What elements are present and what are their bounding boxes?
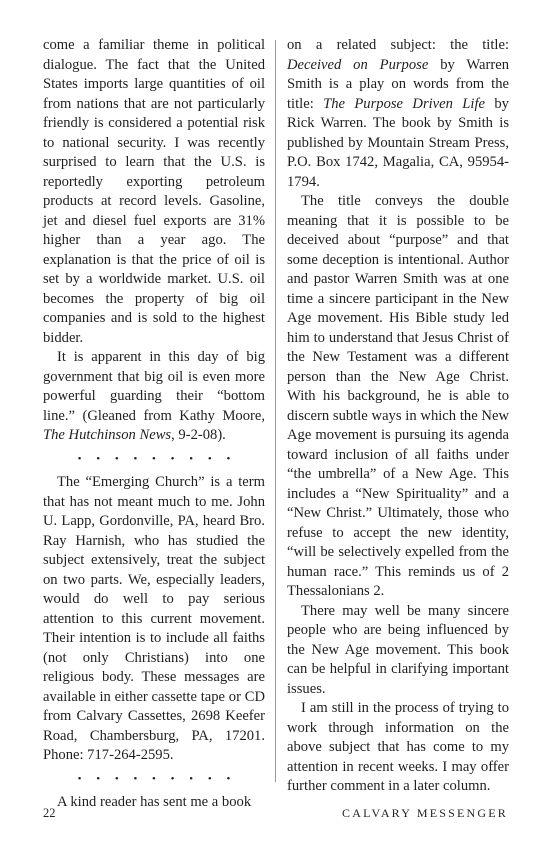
page-number: 22 (43, 806, 56, 820)
paragraph-text: by Warren Smith is a play on words from the title: (287, 56, 509, 112)
book-title: The Purpose Driven Life (323, 95, 486, 112)
paragraph: The title conveys the double meaning that it is possible to be deceived about “purpose” and that some deception is intentional. Author and pastor Warren Smith was at one time a sincere participant in the New Age movement. His Bible study led him to understand that Jesus Christ of the New Testament was a different person than the New Age Christ. With his background, he is able to discern subtle ways in which the New Age movement is pursuing its agenda toward inclusion of all faiths under “the umbrella” of a New Age. This includes a “New Spirituality” and a “New Christ.” Ultimately, those who refuse to accept the new identity, “will be selectively expelled from the human race.” This reminds us of 2 Thessalonians 2. (287, 193, 509, 599)
paragraph (287, 36, 509, 192)
paragraph: The “Emerging Church” is a term that has not meant much to me. John U. Lapp, Gordonville, PA, heard Bro. Ray Harnish, who has studied the subject extensively, treat the subject on two parts. We, especially leaders, would do well to pay serious attention to this current movement. Their intention is to include all faiths (not only Christians) into one religious body. These messages are available in either cassette tape or CD from Calvary Cassettes, 2698 Keefer Road, Chambersburg, PA, 17201. Phone: 717-264-2595. (43, 474, 265, 763)
right-column (287, 36, 509, 797)
paragraph-text: It is apparent in this day of big government that big oil is even more powerful guarding their “bottom line.” (Gleaned from Kathy Moore, (43, 349, 265, 424)
paragraph: A kind reader has sent me a book (57, 794, 252, 810)
magazine-name: CALVARY MESSENGER (342, 806, 508, 820)
paragraph-text: on a related subject: the title: (287, 37, 509, 53)
book-title: Deceived on Purpose (287, 56, 429, 73)
column-divider (275, 40, 276, 782)
page-footer (43, 806, 508, 824)
source-title: The Hutchinson News (43, 427, 172, 443)
paragraph (43, 348, 265, 446)
left-column (43, 36, 265, 813)
paragraph: There may well be many sincere people who are being influenced by the New Age movement. This book can be helpful in clarifying important issues. (287, 602, 509, 697)
paragraph: I am still in the process of trying to work through information on the above subject that has come to my attention in recent weeks. I may offer further comment in a later column. (287, 700, 509, 794)
paragraph-text: by Rick Warren. The book by Smith is published by Mountain Stream Press, P.O. Box 1742, Magalia, CA, 95954-1794. (287, 95, 509, 190)
paragraph-text: , 9-2-08). (171, 427, 226, 443)
paragraph: come a familiar theme in political dialogue. The fact that the United States imports large quantities of oil from nations that are not particularly friendly is considered a potential risk to national security. I was recently surprised to learn that the U.S. is reportedly exporting petroleum products at record levels. Gasoline, jet and diesel fuel exports are 31% higher than a year ago. The explanation is that the price of oil is set by a worldwide market. U.S. oil becomes the property of big oil companies and is sold to the highest bidder. (43, 37, 265, 346)
section-separator: • • • • • • • • • (77, 772, 237, 785)
section-separator: • • • • • • • • • (77, 452, 237, 465)
